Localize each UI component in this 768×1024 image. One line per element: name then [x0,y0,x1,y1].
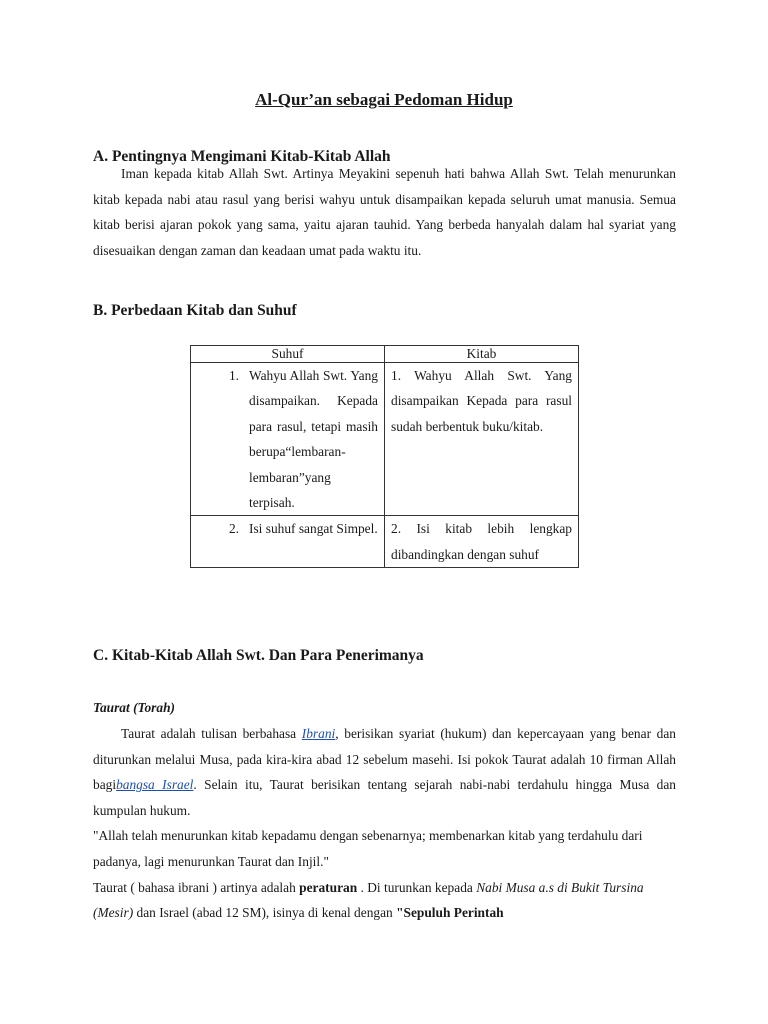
taurat-subheading: Taurat (Torah) [93,700,175,715]
table-header-suhuf: Suhuf [191,346,385,363]
comparison-table [190,345,579,568]
suhuf-text: Isi suhuf sangat Simpel. [249,521,378,537]
bold-text: "Sepuluh Perintah [396,905,504,921]
table-header-kitab: Kitab [385,346,579,363]
section-a-paragraph: Iman kepada kitab Allah Swt. Artinya Meyakini sepenuh hati bahwa Allah Swt. Telah menurunkan kitab kepada nabi atau rasul yang berisi wahyu untuk disampaikan kepada seluruh umat manusia. Semua kitab berisi ajaran pokok yang sama, yaitu ajaran tauhid. Yang berbeda hanyalah dalam hal syariat yang disesuaikan dengan zaman dan keadaan umat pada waktu itu. [93,166,676,258]
text-span: . Di turunkan kepada [357,879,477,895]
table-cell-suhuf [191,516,385,568]
text-span: dan Israel (abad 12 SM), isinya di kenal dengan [133,905,397,921]
page-title: Al-Qur’an sebagai Pedoman Hidup [255,90,513,109]
taurat-intro [93,721,676,823]
link-ibrani[interactable]: Ibrani [301,726,336,741]
text-span: Taurat ( bahasa ibrani ) artinya adalah [93,879,300,895]
table-row [191,516,579,568]
list-number: 2. [228,521,239,537]
italic-text: Nabi Musa a.s di Bukit Tursina (Mesir) [93,879,644,921]
table-cell-kitab [385,516,579,568]
table-header-row [191,346,579,363]
kitab-text: 1. Wahyu Allah Swt. Yang disampaikan Kepada para rasul sudah berbentuk buku/kitab. [391,368,572,434]
table-cell-suhuf [191,363,385,516]
kitab-text: 2. Isi kitab lebih lengkap dibandingkan dengan suhuf [391,521,572,562]
list-number: 1. [228,368,239,383]
link-bangsa-israel[interactable]: bangsa Israel [116,777,194,793]
suhuf-text: Wahyu Allah Swt. Yang disampaikan. Kepada para rasul, tetapi masih berupa“lembaran-lembaran”yang terpisah. [249,368,378,511]
text-span: . Selain itu, Taurat berisikan tentang sejarah nabi-nabi terdahulu hingga Musa dan kumpulan hukum. [93,777,676,818]
taurat-meaning [93,875,676,926]
text-span: Taurat adalah tulisan berbahasa [121,726,302,741]
bold-text: peraturan [299,879,358,895]
table-cell-kitab [385,363,579,516]
quote-text: "Allah telah menurunkan kitab kepadamu dengan sebenarnya; membenarkan kitab yang terdahulu dari padanya, lagi menurunkan Taurat dan Injil." [93,828,643,869]
section-c-heading: C. Kitab-Kitab Allah Swt. Dan Para Penerimanya [93,647,424,664]
text-span: , berisikan syariat (hukum) dan kepercayaan yang benar dan diturunkan melalui Musa, pada kira-kira abad 12 sebelum masehi. Isi pokok Taurat adalah 10 firman Allah bagi [93,726,677,793]
taurat-paragraph [93,721,676,926]
section-b-heading: B. Perbedaan Kitab dan Suhuf [93,302,297,319]
section-a-heading: A. Pentingnya Mengimani Kitab-Kitab Allah [93,148,391,165]
table-row [191,363,579,516]
